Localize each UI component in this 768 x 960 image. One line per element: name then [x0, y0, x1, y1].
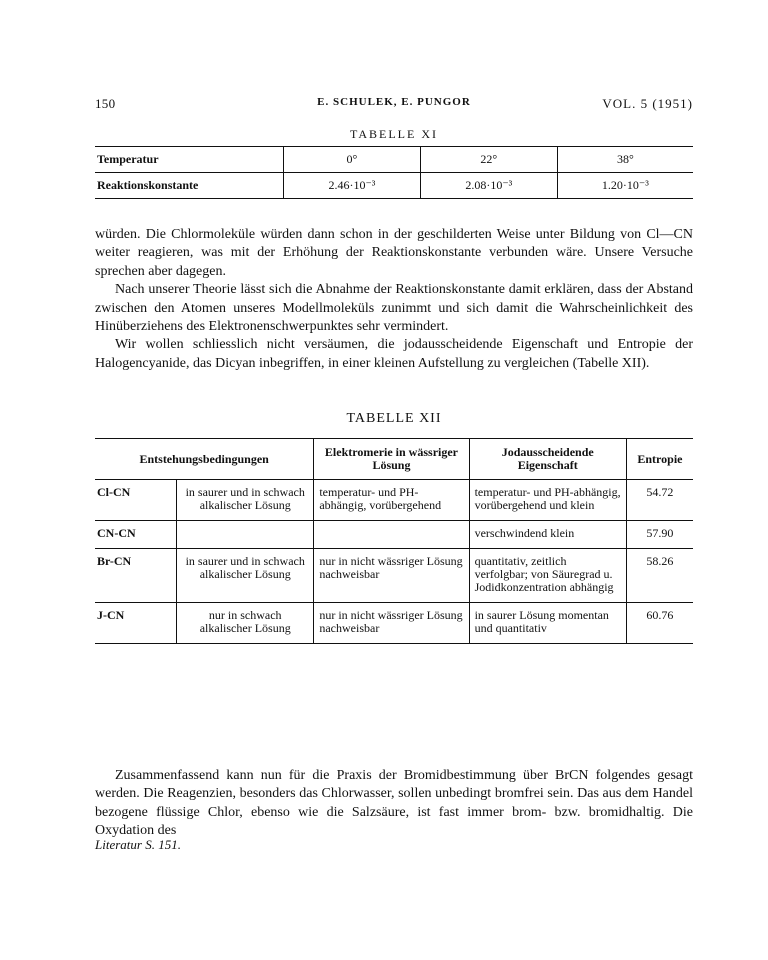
table-xi — [95, 146, 693, 199]
page-number: 150 — [95, 96, 116, 111]
table-cell: in saurer Lösung momentan und quantitativ — [469, 603, 626, 644]
table-row — [95, 603, 693, 644]
running-head — [95, 96, 693, 114]
column-header: Entropie — [626, 439, 693, 480]
table-cell: temperatur- und PH-abhängig, vorübergehend und klein — [469, 480, 626, 521]
table-cell: 0° — [284, 147, 421, 173]
table-row — [95, 173, 693, 199]
column-header: Jodausscheidende Eigenschaft — [469, 439, 626, 480]
table-cell: quantitativ, zeitlich verfolgbar; von Säuregrad u. Jodidkonzentration abhängig — [469, 549, 626, 603]
table-cell — [177, 521, 314, 549]
row-label: Temperatur — [95, 147, 284, 173]
table-row — [95, 549, 693, 603]
body-text — [95, 767, 693, 841]
table-cell — [314, 521, 469, 549]
table-cell: verschwindend klein — [469, 521, 626, 549]
running-head-authors: E. SCHULEK, E. PUNGOR — [317, 96, 471, 108]
entropy-cell: 58.26 — [626, 549, 693, 603]
table-cell: 22° — [420, 147, 557, 173]
paragraph: Wir wollen schliesslich nicht versäumen, die jodausscheidende Eigenschaft und Entropie der Halogencyanide, das Dicyan inbegriffen, in einer kleinen Aufstellung zu vergleichen (Tabelle XII). — [95, 337, 693, 371]
table-xii-title: TABELLE XII — [346, 411, 442, 426]
paragraph: Zusammenfassend kann nun für die Praxis der Bromidbestimmung über BrCN folgendes gesagt werden. Die Reagenzien, besonders das Chlorwasser, sollen unbedingt bromfrei sein. Das aus dem Handel bezogene flüssige Chlor, ebenso wie die Salzsäure, ist fast immer brom- bzw. bromidhaltig. Die Oxydation des — [95, 768, 693, 839]
table-cell: in saurer und in schwach alkalischer Lösung — [177, 480, 314, 521]
paragraph: Nach unserer Theorie lässt sich die Abnahme der Reaktionskonstante damit erklären, dass der Abstand zwischen den Atomen unseres Modellmoleküls zunimmt und sich damit die Wahrscheinlichkeit des Hinüberziehens des Elektronenschwerpunktes sehr vermindert. — [95, 282, 693, 335]
row-label: Reaktionskonstante — [95, 173, 284, 199]
table-row — [95, 147, 693, 173]
entropy-cell: 60.76 — [626, 603, 693, 644]
entropy-cell: 54.72 — [626, 480, 693, 521]
paragraph: würden. Die Chlormoleküle würden dann schon in der geschilderten Weise unter Bildung von Cl—CN weiter reagieren, was mit der Erhöhung der Reaktionskonstante verbunden wäre. Unsere Versuche sprechen aber dagegen. — [95, 227, 693, 279]
table-cell: temperatur- und PH-abhängig, vorübergehend — [314, 480, 469, 521]
volume-label: VOL. 5 (1951) — [602, 96, 693, 111]
table-cell: 2.08·10⁻³ — [420, 173, 557, 199]
table-row — [95, 521, 693, 549]
compound-cell: CN-CN — [95, 521, 177, 549]
table-header-row — [95, 439, 693, 480]
table-cell: nur in schwach alkalischer Lösung — [177, 603, 314, 644]
literature-footnote: Literatur S. 151. — [95, 837, 181, 852]
table-cell: nur in nicht wässriger Lösung nachweisbar — [314, 603, 469, 644]
entropy-cell: 57.90 — [626, 521, 693, 549]
table-cell: 2.46·10⁻³ — [284, 173, 421, 199]
table-xii — [95, 438, 693, 644]
table-cell: 1.20·10⁻³ — [557, 173, 693, 199]
table-cell: nur in nicht wässriger Lösung nachweisbar — [314, 549, 469, 603]
compound-cell: Cl-CN — [95, 480, 177, 521]
table-xi-title: TABELLE XI — [349, 127, 439, 141]
body-text — [95, 226, 693, 373]
compound-cell: Br-CN — [95, 549, 177, 603]
column-header: Entstehungsbedingungen — [95, 439, 314, 480]
column-header: Elektromerie in wässriger Lösung — [314, 439, 469, 480]
table-row — [95, 480, 693, 521]
compound-cell: J-CN — [95, 603, 177, 644]
table-cell: 38° — [557, 147, 693, 173]
table-cell: in saurer und in schwach alkalischer Lösung — [177, 549, 314, 603]
